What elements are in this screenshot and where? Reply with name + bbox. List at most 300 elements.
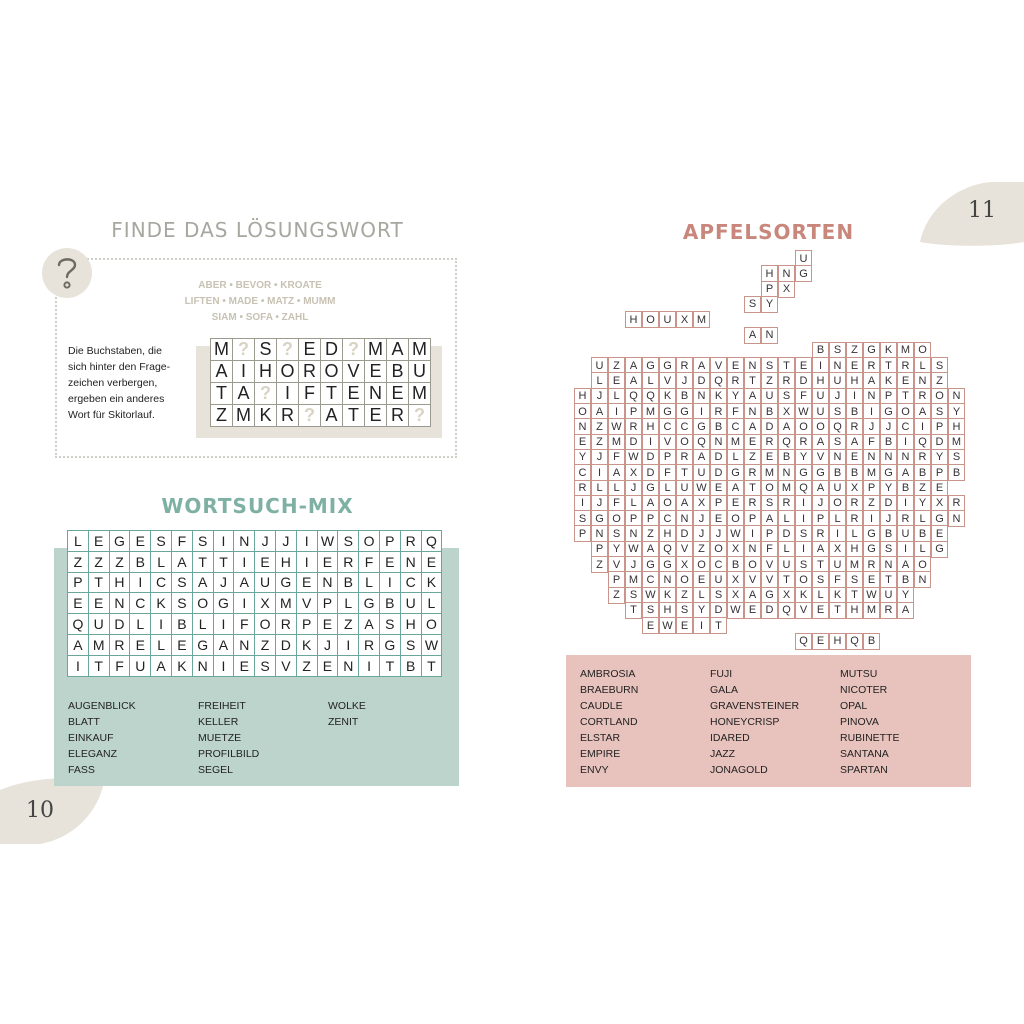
- letter-cell: N: [863, 449, 880, 466]
- letter-cell: H: [255, 361, 277, 383]
- letter-cell: D: [110, 614, 131, 635]
- letter-cell: J: [591, 495, 608, 512]
- letter-cell: F: [608, 449, 625, 466]
- letter-cell: E: [863, 571, 880, 588]
- letter-cell: V: [608, 556, 625, 573]
- letter-cell: Q: [642, 388, 659, 405]
- letter-cell: H: [401, 614, 422, 635]
- letter-cell: L: [914, 541, 931, 558]
- letter-cell: K: [151, 593, 172, 614]
- letter-cell: J: [591, 449, 608, 466]
- letter-cell: A: [68, 635, 89, 656]
- letter-cell: C: [659, 510, 676, 527]
- letter-cell: B: [863, 633, 880, 650]
- letter-cell: T: [89, 573, 110, 594]
- letter-cell: E: [68, 593, 89, 614]
- letter-cell: K: [880, 342, 897, 359]
- letter-cell: R: [880, 602, 897, 619]
- letter-cell: S: [829, 434, 846, 451]
- letter-cell: D: [710, 464, 727, 481]
- letter-cell: M: [608, 434, 625, 451]
- letter-cell: R: [299, 361, 321, 383]
- letter-cell: A: [744, 418, 761, 435]
- letter-cell: I: [234, 552, 255, 573]
- letter-cell: A: [812, 541, 829, 558]
- letter-cell: S: [778, 388, 795, 405]
- letter-cell: V: [761, 556, 778, 573]
- letter-cell: M: [846, 556, 863, 573]
- letter-cell: E: [812, 633, 829, 650]
- wortsuch-grid: [67, 530, 442, 677]
- letter-cell: R: [276, 614, 297, 635]
- letter-cell: P: [761, 525, 778, 542]
- letter-cell: G: [863, 342, 880, 359]
- letter-cell: T: [710, 617, 727, 634]
- letter-cell: P: [863, 480, 880, 497]
- letter-cell: I: [897, 541, 914, 558]
- letter-cell: F: [727, 403, 744, 420]
- letter-cell: F: [608, 495, 625, 512]
- letter-cell: D: [710, 449, 727, 466]
- letter-cell: E: [931, 480, 948, 497]
- letter-cell: E: [365, 361, 387, 383]
- letter-cell: I: [897, 434, 914, 451]
- letter-cell: A: [625, 357, 642, 374]
- letter-cell: X: [778, 587, 795, 604]
- letter-cell: B: [880, 434, 897, 451]
- letter-cell: N: [110, 593, 131, 614]
- letter-cell: J: [625, 556, 642, 573]
- letter-cell: N: [948, 388, 965, 405]
- loesungswort-word-list: [160, 278, 360, 326]
- letter-cell: K: [659, 587, 676, 604]
- letter-cell: I: [795, 541, 812, 558]
- apfel-words-col3: MUTSU NICOTER OPAL PINOVA RUBINETTE SANTANA SPARTAN: [840, 668, 900, 776]
- letter-cell: R: [778, 495, 795, 512]
- letter-cell: T: [846, 587, 863, 604]
- letter-cell: J: [812, 495, 829, 512]
- letter-cell: I: [338, 635, 359, 656]
- letter-cell: Z: [693, 541, 710, 558]
- letter-cell: Q: [710, 372, 727, 389]
- letter-cell: G: [727, 464, 744, 481]
- letter-cell: Z: [211, 405, 233, 427]
- letter-cell: H: [812, 372, 829, 389]
- letter-cell: U: [659, 311, 676, 328]
- letter-cell: G: [659, 403, 676, 420]
- letter-cell: N: [948, 510, 965, 527]
- letter-cell: Y: [931, 449, 948, 466]
- letter-cell: P: [812, 510, 829, 527]
- letter-cell: R: [744, 495, 761, 512]
- letter-cell: U: [829, 556, 846, 573]
- letter-cell: N: [365, 383, 387, 405]
- letter-cell: H: [642, 418, 659, 435]
- letter-cell: U: [409, 361, 431, 383]
- letter-cell: R: [401, 531, 422, 552]
- letter-cell: Q: [846, 633, 863, 650]
- letter-cell: L: [642, 372, 659, 389]
- letter-cell: Q: [778, 602, 795, 619]
- letter-cell: S: [948, 449, 965, 466]
- letter-cell: S: [710, 587, 727, 604]
- letter-cell: T: [321, 383, 343, 405]
- apfel-grid: [574, 250, 966, 647]
- letter-cell: R: [948, 495, 965, 512]
- letter-cell: G: [659, 556, 676, 573]
- letter-cell: M: [211, 339, 233, 361]
- letter-cell: O: [676, 434, 693, 451]
- letter-cell: C: [727, 418, 744, 435]
- letter-cell: A: [761, 510, 778, 527]
- letter-cell: Z: [591, 556, 608, 573]
- letter-cell: J: [255, 531, 276, 552]
- letter-cell: V: [676, 541, 693, 558]
- letter-cell: I: [297, 531, 318, 552]
- letter-cell: B: [172, 614, 193, 635]
- letter-cell: N: [829, 357, 846, 374]
- letter-cell: V: [795, 602, 812, 619]
- letter-cell: B: [897, 480, 914, 497]
- letter-cell: A: [812, 434, 829, 451]
- letter-cell: L: [359, 573, 380, 594]
- letter-cell: Z: [591, 418, 608, 435]
- letter-cell: M: [409, 339, 431, 361]
- letter-cell: L: [846, 525, 863, 542]
- letter-cell: U: [812, 388, 829, 405]
- letter-cell: Z: [642, 525, 659, 542]
- letter-cell: B: [948, 464, 965, 481]
- letter-cell: G: [193, 635, 214, 656]
- question-cell: ?: [343, 339, 365, 361]
- letter-cell: K: [659, 388, 676, 405]
- letter-cell: L: [68, 531, 89, 552]
- letter-cell: I: [914, 418, 931, 435]
- page-number-right: 11: [968, 198, 996, 223]
- letter-cell: L: [778, 510, 795, 527]
- riddle-grid: [210, 338, 431, 427]
- letter-cell: U: [591, 357, 608, 374]
- letter-cell: W: [727, 602, 744, 619]
- letter-cell: C: [151, 573, 172, 594]
- letter-cell: D: [795, 372, 812, 389]
- letter-cell: L: [914, 510, 931, 527]
- letter-cell: R: [795, 434, 812, 451]
- letter-cell: T: [744, 372, 761, 389]
- letter-cell: R: [110, 635, 131, 656]
- letter-cell: C: [574, 464, 591, 481]
- letter-cell: Y: [914, 495, 931, 512]
- letter-cell: O: [795, 571, 812, 588]
- letter-cell: E: [297, 573, 318, 594]
- letter-cell: X: [676, 556, 693, 573]
- letter-cell: T: [676, 464, 693, 481]
- letter-cell: V: [761, 571, 778, 588]
- question-cell: ?: [233, 339, 255, 361]
- letter-cell: S: [846, 571, 863, 588]
- letter-cell: L: [151, 635, 172, 656]
- letter-cell: M: [642, 403, 659, 420]
- letter-cell: U: [761, 388, 778, 405]
- letter-cell: X: [693, 495, 710, 512]
- letter-cell: T: [343, 405, 365, 427]
- letter-cell: H: [276, 552, 297, 573]
- letter-cell: A: [387, 339, 409, 361]
- letter-cell: N: [863, 388, 880, 405]
- letter-cell: U: [812, 403, 829, 420]
- letter-cell: Q: [778, 434, 795, 451]
- letter-cell: H: [574, 388, 591, 405]
- letter-cell: N: [744, 541, 761, 558]
- letter-cell: A: [151, 656, 172, 677]
- letter-cell: E: [255, 552, 276, 573]
- letter-cell: H: [625, 311, 642, 328]
- letter-cell: O: [608, 510, 625, 527]
- letter-cell: U: [693, 464, 710, 481]
- letter-cell: V: [276, 656, 297, 677]
- letter-cell: L: [812, 587, 829, 604]
- letter-cell: E: [727, 495, 744, 512]
- letter-cell: I: [68, 656, 89, 677]
- letter-cell: X: [727, 541, 744, 558]
- letter-cell: J: [829, 388, 846, 405]
- letter-cell: X: [625, 464, 642, 481]
- letter-cell: T: [89, 656, 110, 677]
- letter-cell: D: [276, 635, 297, 656]
- letter-cell: T: [214, 552, 235, 573]
- letter-cell: N: [744, 403, 761, 420]
- letter-cell: S: [795, 525, 812, 542]
- letter-cell: M: [693, 311, 710, 328]
- letter-cell: R: [625, 418, 642, 435]
- letter-cell: X: [676, 311, 693, 328]
- letter-cell: G: [931, 510, 948, 527]
- letter-cell: O: [277, 361, 299, 383]
- letter-cell: S: [642, 602, 659, 619]
- letter-cell: M: [897, 342, 914, 359]
- letter-cell: H: [659, 525, 676, 542]
- letter-cell: W: [727, 525, 744, 542]
- letter-cell: J: [276, 531, 297, 552]
- letter-cell: A: [214, 635, 235, 656]
- letter-cell: G: [931, 541, 948, 558]
- letter-cell: W: [863, 587, 880, 604]
- letter-cell: Q: [795, 480, 812, 497]
- letter-cell: N: [591, 525, 608, 542]
- letter-cell: T: [812, 556, 829, 573]
- wortsuch-words-col2: FREIHEIT KELLER MUETZE PROFILBILD SEGEL: [198, 700, 260, 776]
- letter-cell: M: [863, 602, 880, 619]
- letter-cell: K: [829, 587, 846, 604]
- letter-cell: L: [193, 614, 214, 635]
- letter-cell: T: [625, 602, 642, 619]
- letter-cell: J: [214, 573, 235, 594]
- letter-cell: N: [693, 388, 710, 405]
- letter-cell: A: [693, 357, 710, 374]
- letter-cell: P: [761, 281, 778, 298]
- letter-cell: Q: [68, 614, 89, 635]
- question-cell: ?: [409, 405, 431, 427]
- letter-cell: E: [574, 434, 591, 451]
- letter-cell: R: [676, 357, 693, 374]
- letter-cell: S: [761, 495, 778, 512]
- letter-cell: L: [727, 449, 744, 466]
- letter-cell: S: [401, 635, 422, 656]
- letter-cell: G: [863, 541, 880, 558]
- letter-cell: Z: [676, 587, 693, 604]
- letter-cell: G: [642, 556, 659, 573]
- letter-cell: X: [727, 571, 744, 588]
- letter-cell: G: [795, 265, 812, 282]
- letter-cell: B: [914, 464, 931, 481]
- letter-cell: V: [744, 571, 761, 588]
- letter-cell: M: [625, 571, 642, 588]
- letter-cell: W: [642, 587, 659, 604]
- letter-cell: I: [234, 593, 255, 614]
- letter-cell: P: [931, 418, 948, 435]
- letter-cell: S: [829, 403, 846, 420]
- letter-cell: I: [574, 495, 591, 512]
- letter-cell: W: [659, 617, 676, 634]
- letter-cell: F: [299, 383, 321, 405]
- letter-cell: Z: [591, 434, 608, 451]
- letter-cell: P: [880, 388, 897, 405]
- letter-cell: J: [318, 635, 339, 656]
- letter-cell: H: [761, 265, 778, 282]
- letter-cell: N: [710, 434, 727, 451]
- letter-cell: X: [778, 403, 795, 420]
- letter-cell: N: [659, 571, 676, 588]
- wortsuch-words-col3: WOLKE ZENIT: [328, 700, 366, 728]
- letter-cell: A: [744, 587, 761, 604]
- letter-cell: R: [574, 480, 591, 497]
- letter-cell: U: [795, 250, 812, 267]
- letter-cell: E: [710, 480, 727, 497]
- letter-cell: H: [829, 633, 846, 650]
- letter-cell: D: [693, 372, 710, 389]
- letter-cell: A: [321, 405, 343, 427]
- letter-cell: C: [710, 556, 727, 573]
- letter-cell: R: [897, 357, 914, 374]
- letter-cell: W: [625, 449, 642, 466]
- letter-cell: P: [931, 464, 948, 481]
- letter-cell: S: [255, 339, 277, 361]
- letter-cell: C: [130, 593, 151, 614]
- letter-cell: E: [608, 372, 625, 389]
- letter-cell: E: [343, 383, 365, 405]
- letter-cell: M: [727, 434, 744, 451]
- letter-cell: E: [365, 405, 387, 427]
- letter-cell: B: [380, 593, 401, 614]
- letter-cell: I: [233, 361, 255, 383]
- loesungswort-title: FINDE DAS LÖSUNGSWORT: [111, 218, 404, 242]
- letter-cell: I: [897, 495, 914, 512]
- letter-cell: L: [693, 587, 710, 604]
- letter-cell: O: [812, 418, 829, 435]
- letter-cell: G: [693, 418, 710, 435]
- word-list-line: SIAM • SOFA • ZAHL: [211, 312, 309, 323]
- letter-cell: S: [931, 357, 948, 374]
- letter-cell: E: [676, 617, 693, 634]
- letter-cell: T: [880, 571, 897, 588]
- letter-cell: A: [744, 388, 761, 405]
- letter-cell: N: [914, 372, 931, 389]
- loesungswort-instruction: Die Buchstaben, die sich hinter den Frage- zeichen verbergen, ergeben ein anderes Wort für Skitorlauf.: [68, 345, 171, 421]
- letter-cell: O: [255, 614, 276, 635]
- letter-cell: A: [897, 556, 914, 573]
- letter-cell: N: [338, 656, 359, 677]
- letter-cell: G: [880, 464, 897, 481]
- letter-cell: N: [401, 552, 422, 573]
- letter-cell: N: [829, 449, 846, 466]
- letter-cell: A: [233, 383, 255, 405]
- letter-cell: E: [130, 635, 151, 656]
- letter-cell: Q: [914, 434, 931, 451]
- letter-cell: Z: [608, 587, 625, 604]
- letter-cell: R: [710, 403, 727, 420]
- letter-cell: D: [880, 495, 897, 512]
- letter-cell: V: [710, 357, 727, 374]
- letter-cell: W: [422, 635, 443, 656]
- letter-cell: S: [574, 510, 591, 527]
- letter-cell: P: [318, 593, 339, 614]
- letter-cell: P: [659, 449, 676, 466]
- letter-cell: N: [880, 449, 897, 466]
- letter-cell: O: [676, 571, 693, 588]
- letter-cell: G: [795, 464, 812, 481]
- letter-cell: O: [321, 361, 343, 383]
- letter-cell: L: [130, 614, 151, 635]
- letter-cell: F: [234, 614, 255, 635]
- letter-cell: K: [172, 656, 193, 677]
- letter-cell: E: [693, 571, 710, 588]
- letter-cell: P: [380, 531, 401, 552]
- letter-cell: I: [863, 403, 880, 420]
- letter-cell: S: [795, 556, 812, 573]
- letter-cell: L: [591, 480, 608, 497]
- letter-cell: E: [318, 656, 339, 677]
- letter-cell: S: [255, 656, 276, 677]
- letter-cell: B: [727, 556, 744, 573]
- letter-cell: E: [710, 510, 727, 527]
- letter-cell: I: [693, 617, 710, 634]
- letter-cell: F: [172, 531, 193, 552]
- letter-cell: S: [338, 531, 359, 552]
- letter-cell: D: [676, 525, 693, 542]
- letter-cell: D: [710, 602, 727, 619]
- letter-cell: D: [625, 434, 642, 451]
- letter-cell: U: [130, 656, 151, 677]
- letter-cell: L: [608, 388, 625, 405]
- letter-cell: O: [914, 342, 931, 359]
- letter-cell: I: [277, 383, 299, 405]
- letter-cell: M: [761, 464, 778, 481]
- letter-cell: B: [401, 656, 422, 677]
- letter-cell: E: [89, 593, 110, 614]
- letter-cell: E: [846, 449, 863, 466]
- letter-cell: U: [255, 573, 276, 594]
- letter-cell: D: [761, 418, 778, 435]
- letter-cell: R: [863, 556, 880, 573]
- letter-cell: R: [727, 372, 744, 389]
- letter-cell: M: [233, 405, 255, 427]
- letter-cell: I: [693, 403, 710, 420]
- letter-cell: O: [659, 495, 676, 512]
- letter-cell: P: [710, 495, 727, 512]
- letter-cell: B: [880, 525, 897, 542]
- letter-cell: R: [914, 388, 931, 405]
- letter-cell: A: [193, 573, 214, 594]
